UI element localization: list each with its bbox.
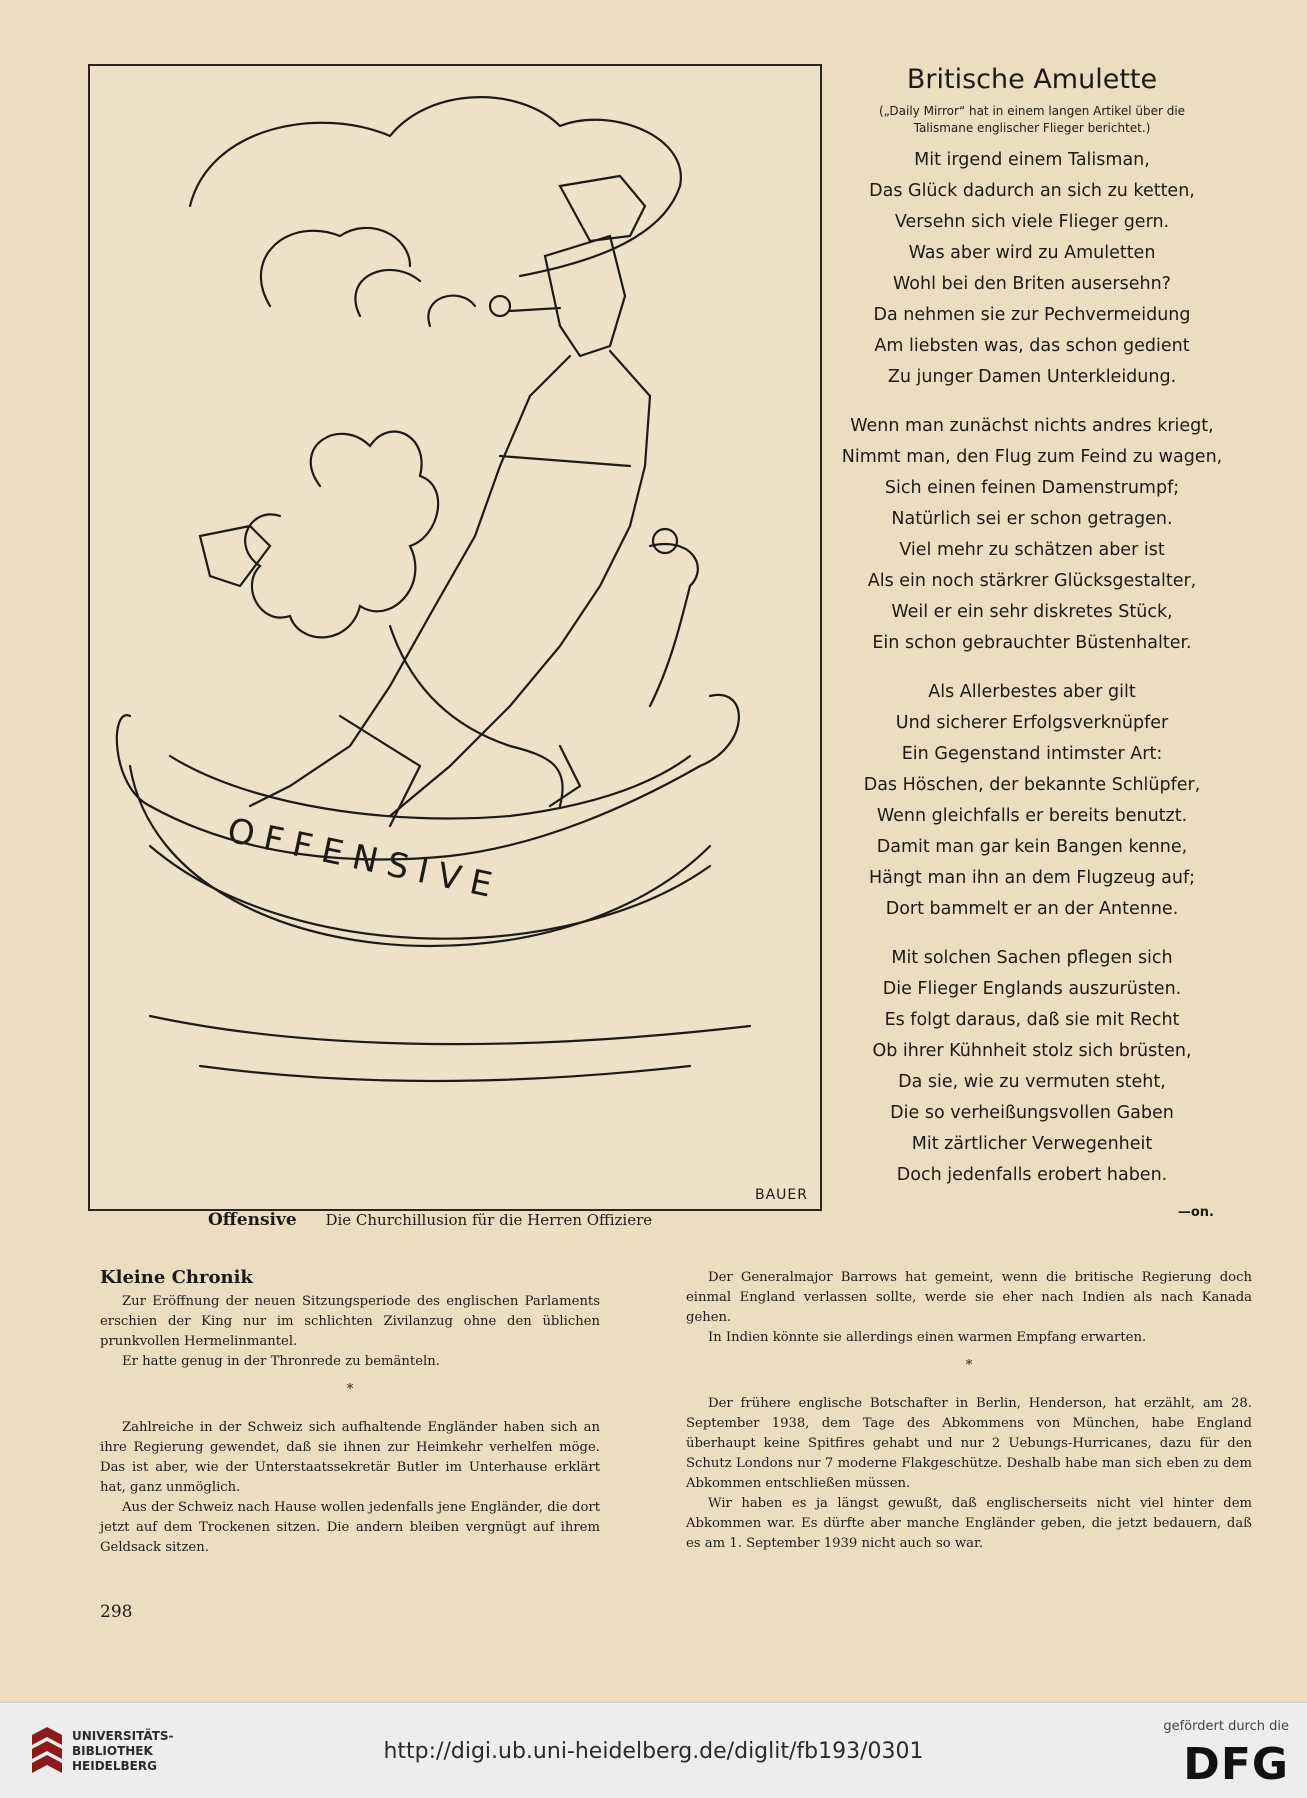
poem-line: Da nehmen sie zur Pechvermeidung [873,305,1191,325]
university-name-line: HEIDELBERG [72,1759,157,1773]
poem-line: Mit irgend einem Talisman, [914,150,1150,170]
poem-stanza [822,943,1242,1191]
poem [822,64,1242,1220]
poem-line: Mit zärtlicher Verwegenheit [911,1134,1153,1154]
poem-signoff: —on. [1177,1205,1214,1220]
poem-line: Doch jedenfalls erobert haben. [896,1165,1168,1185]
chronik-right-column [686,1268,1252,1554]
poem-line: Da sie, wie zu vermuten steht, [898,1072,1166,1092]
poem-line: Versehn sich viele Flieger gern. [894,212,1170,232]
poem-line: Ein schon gebrauchter Büstenhalter. [872,633,1192,653]
poem-line: Wenn gleichfalls er bereits benutzt. [876,806,1188,826]
poem-line: Sich einen feinen Damenstrumpf; [884,478,1180,498]
chronik-paragraph: Der frühere englische Botschafter in Berlin, Henderson, hat erzählt, am 28. September 1938, dem Tage des Abkommens von München, habe England überhaupt keine Spitfires gehabt und nur 2 Uebungs-Hurricanes, dazu für den Schutz Londons nur 7 moderne Flakgeschütze. Deshalb habe man sich eben zu dem Abkommen entschließen müssen. [686,1396,1252,1491]
poem-line: Am liebsten was, das schon gedient [874,336,1190,356]
dfg-logo: DFG [1183,1739,1289,1790]
chronik-paragraph: Zur Eröffnung der neuen Sitzungsperiode des englischen Parlaments erschien der King nur im schlichten Zivilanzug ohne den üblichen prunkvollen Hermelinmantel. [100,1294,600,1349]
poem-line: Damit man gar kein Bangen kenne, [876,837,1188,857]
viewer-footer [0,1702,1307,1798]
poem-line: Die Flieger Englands auszurüsten. [882,979,1182,999]
chronik-paragraph: Er hatte genug in der Thronrede zu bemänteln. [122,1354,440,1369]
poem-line: Weil er ein sehr diskretes Stück, [891,602,1173,622]
poem-stanza [822,411,1242,659]
poem-line: Ob ihrer Kühnheit stolz sich brüsten, [872,1041,1192,1061]
poem-line: Zu junger Damen Unterkleidung. [887,367,1177,387]
poem-line: Wenn man zunächst nichts andres kriegt, [850,416,1214,436]
poem-title: Britische Amulette [906,64,1158,95]
poem-subtitle-line: („Daily Mirror“ hat in einem langen Artikel über die [878,104,1186,118]
poem-line: Viel mehr zu schätzen aber ist [899,540,1165,560]
poem-line: Als Allerbestes aber gilt [928,682,1136,702]
poem-line: Das Glück dadurch an sich zu ketten, [869,181,1195,201]
poem-line: Und sicherer Erfolgsverknüpfer [895,713,1169,733]
poem-line: Was aber wird zu Amuletten [908,243,1156,263]
chronik-paragraph: In Indien könnte sie allerdings einen warmen Empfang erwarten. [708,1330,1147,1345]
poem-line: Wohl bei den Briten ausersehn? [893,274,1171,294]
poem-stanza [822,677,1242,925]
poem-line: Ein Gegenstand intimster Art: [901,744,1163,764]
cartoon-caption [208,1210,828,1230]
chronik-paragraph: Aus der Schweiz nach Hause wollen jedenfalls jene Engländer, die dort jetzt auf dem Trockenen sitzen. Die andern bleiben vergnügt auf ihrem Geldsack sitzen. [100,1500,600,1555]
offensive-banner-text: OFFENSIVE [223,810,506,908]
artist-signature: BAUER [754,1187,808,1203]
poem-subtitle [822,103,1242,137]
poem-line: Nimmt man, den Flug zum Feind zu wagen, [841,447,1223,467]
poem-line: Mit solchen Sachen pflegen sich [891,948,1173,968]
cartoon-illustration [88,64,822,1211]
poem-subtitle-line: Talismane englischer Flieger berichtet.) [913,121,1151,135]
poem-line: Als ein noch stärkrer Glücksgestalter, [867,571,1197,591]
permalink-url[interactable]: http://digi.ub.uni-heidelberg.de/diglit/fb193/0301 [383,1739,924,1764]
poem-line: Hängt man ihn an dem Flugzeug auf; [868,868,1196,888]
page-number: 298 [100,1602,133,1622]
funded-by-label: gefördert durch die [1163,1719,1289,1734]
chronik-title: Kleine Chronik [100,1267,253,1288]
poem-line: Dort bammelt er an der Antenne. [885,899,1179,919]
caption-title: Offensive [208,1210,297,1230]
poem-stanza [822,145,1242,393]
cartoon-drawing [90,66,820,1209]
section-separator: * [965,1358,973,1373]
chronik-paragraph: Zahlreiche in der Schweiz sich aufhaltende Engländer haben sich an ihre Regierung gewendet, daß sie ihnen zur Heimkehr verhelfen möge. Das ist aber, wie der Unterstaatssekretär Butler im Unterhause erklärt hat, ganz unmöglich. [100,1420,600,1495]
poem-line: Das Höschen, der bekannte Schlüpfer, [863,775,1201,795]
caption-text: Die Churchillusion für die Herren Offiziere [325,1211,653,1229]
poem-line: Es folgt daraus, daß sie mit Recht [884,1010,1180,1030]
chronik-paragraph: Der Generalmajor Barrows hat gemeint, wenn die britische Regierung doch einmal England verlassen sollte, werde sie eher nach Indien als nach Kanada gehen. [686,1270,1252,1325]
chronik-left-column [100,1268,600,1558]
poem-line: Natürlich sei er schon getragen. [891,509,1173,529]
university-name-line: UNIVERSITÄTS- [72,1729,174,1743]
section-separator: * [346,1382,354,1397]
university-name-line: BIBLIOTHEK [72,1744,153,1758]
poem-line: Die so verheißungsvollen Gaben [890,1103,1174,1123]
chronik-paragraph: Wir haben es ja längst gewußt, daß englischerseits nicht viel hinter dem Abkommen war. Es dürfte aber manche Engländer geben, die jetzt bedauern, daß es am 1. September 1939 nicht auch so war. [686,1496,1252,1551]
